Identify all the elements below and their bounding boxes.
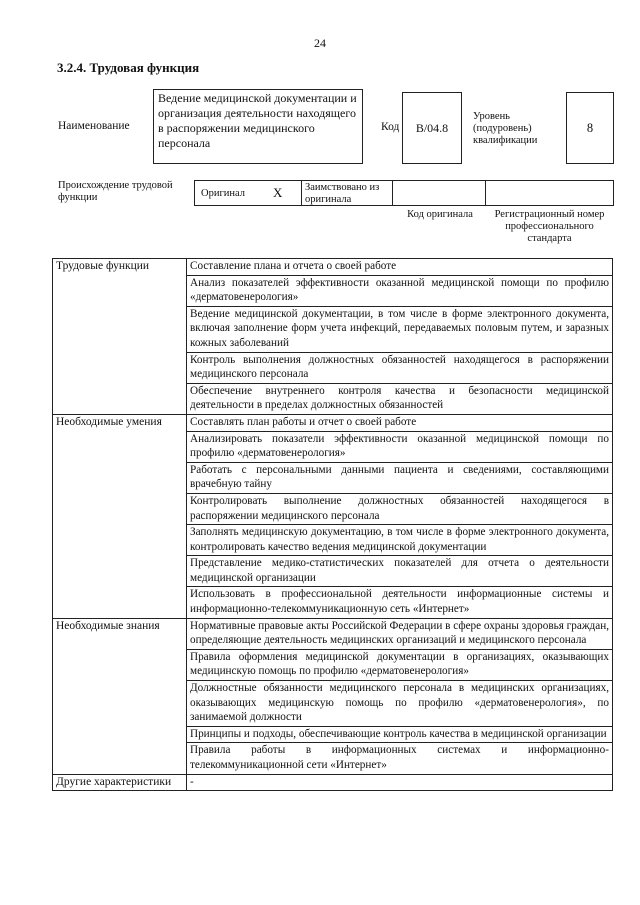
- section-item: Контролировать выполнение должностных обязанностей находящегося в распоряжении медицинского персонала: [187, 493, 613, 524]
- level-box: [566, 92, 614, 164]
- origin-label: Происхождение трудовой функции: [58, 180, 173, 203]
- section-item: Составлять план работы и отчет о своей работе: [187, 414, 613, 431]
- section-item: Контроль выполнения должностных обязанностей находящегося в распоряжении медицинского персонала: [187, 352, 613, 383]
- table-row: [53, 618, 613, 649]
- section-title: 3.2.4. Трудовая функция: [57, 60, 200, 75]
- section-item: Работать с персональными данными пациента и сведениями, составляющими врачебную тайну: [187, 462, 613, 493]
- requirements-table: [52, 258, 613, 791]
- table-row: [53, 774, 613, 791]
- section-item: Использовать в профессиональной деятельности информационные системы и информационно-телекоммуникационную сеть «Интернет»: [187, 587, 613, 618]
- section-item: Составление плана и отчета о своей работе: [187, 259, 613, 276]
- table-row: [53, 414, 613, 431]
- page-number: 24: [314, 36, 326, 50]
- name-value: Ведение медицинской документации и организация деятельности находящего в распоряжении медицинского персонала: [158, 91, 357, 150]
- section-item: Ведение медицинской документации, в том числе в форме электронного документа, включая заполнение форм учета инфекций, передаваемых половым путем, и заразных кожных заболеваний: [187, 306, 613, 352]
- section-item: Правила работы в информационных системах и информационно-телекоммуникационной сети «Интернет»: [187, 743, 613, 774]
- level-label: Уровень (подуровень) квалификации: [473, 111, 538, 146]
- section-label: Необходимые умения: [53, 414, 187, 618]
- original-label: Оригинал: [201, 188, 245, 199]
- section-item: Анализировать показатели эффективности оказанной медицинской помощи по профилю «дерматовенерология»: [187, 431, 613, 462]
- section-item: Представление медико-статистических показателей для отчета о деятельности медицинской организации: [187, 556, 613, 587]
- code-label: Код: [381, 121, 400, 133]
- section-item: Должностные обязанности медицинского персонала в медицинских организациях, оказывающих медицинскую помощь по профилю «дерматовенерология», по занимаемой должности: [187, 681, 613, 727]
- name-box: [153, 89, 363, 164]
- section-item: -: [187, 774, 613, 791]
- original-mark: X: [273, 185, 283, 200]
- section-label: Трудовые функции: [53, 259, 187, 415]
- original-code-cell: [392, 180, 486, 206]
- code-caption: Код оригинала: [407, 209, 473, 220]
- reg-caption: Регистрационный номер профессионального стандарта: [494, 209, 605, 244]
- section-item: Обеспечение внутреннего контроля качества и безопасности медицинской деятельности в пределах должностных обязанностей: [187, 383, 613, 414]
- borrowed-label: Заимствовано из оригинала: [305, 182, 380, 205]
- reg-number-cell: [485, 180, 614, 206]
- section-label: Другие характеристики: [53, 774, 187, 791]
- level-value: 8: [586, 121, 594, 135]
- table-row: [53, 259, 613, 276]
- borrowed-cell: [301, 180, 393, 206]
- code-box: [402, 92, 462, 164]
- requirements-body: [53, 259, 613, 791]
- name-label: Наименование: [58, 120, 130, 132]
- section-item: Принципы и подходы, обеспечивающие контроль качества в медицинской организации: [187, 726, 613, 743]
- section-label: Необходимые знания: [53, 618, 187, 774]
- code-value: B/04.8: [415, 121, 449, 135]
- original-cell: [194, 180, 302, 206]
- section-item: Заполнять медицинскую документацию, в том числе в форме электронного документа, контролировать качество ведения медицинской документации: [187, 525, 613, 556]
- section-item: Нормативные правовые акты Российской Федерации в сфере охраны здоровья граждан, определяющие деятельность медицинских организаций и медицинского персонала: [187, 618, 613, 649]
- section-item: Правила оформления медицинской документации в организациях, оказывающих медицинскую помощь по профилю «дерматовенерология»: [187, 649, 613, 680]
- section-item: Анализ показателей эффективности оказанной медицинской помощи по профилю «дерматовенерология»: [187, 275, 613, 306]
